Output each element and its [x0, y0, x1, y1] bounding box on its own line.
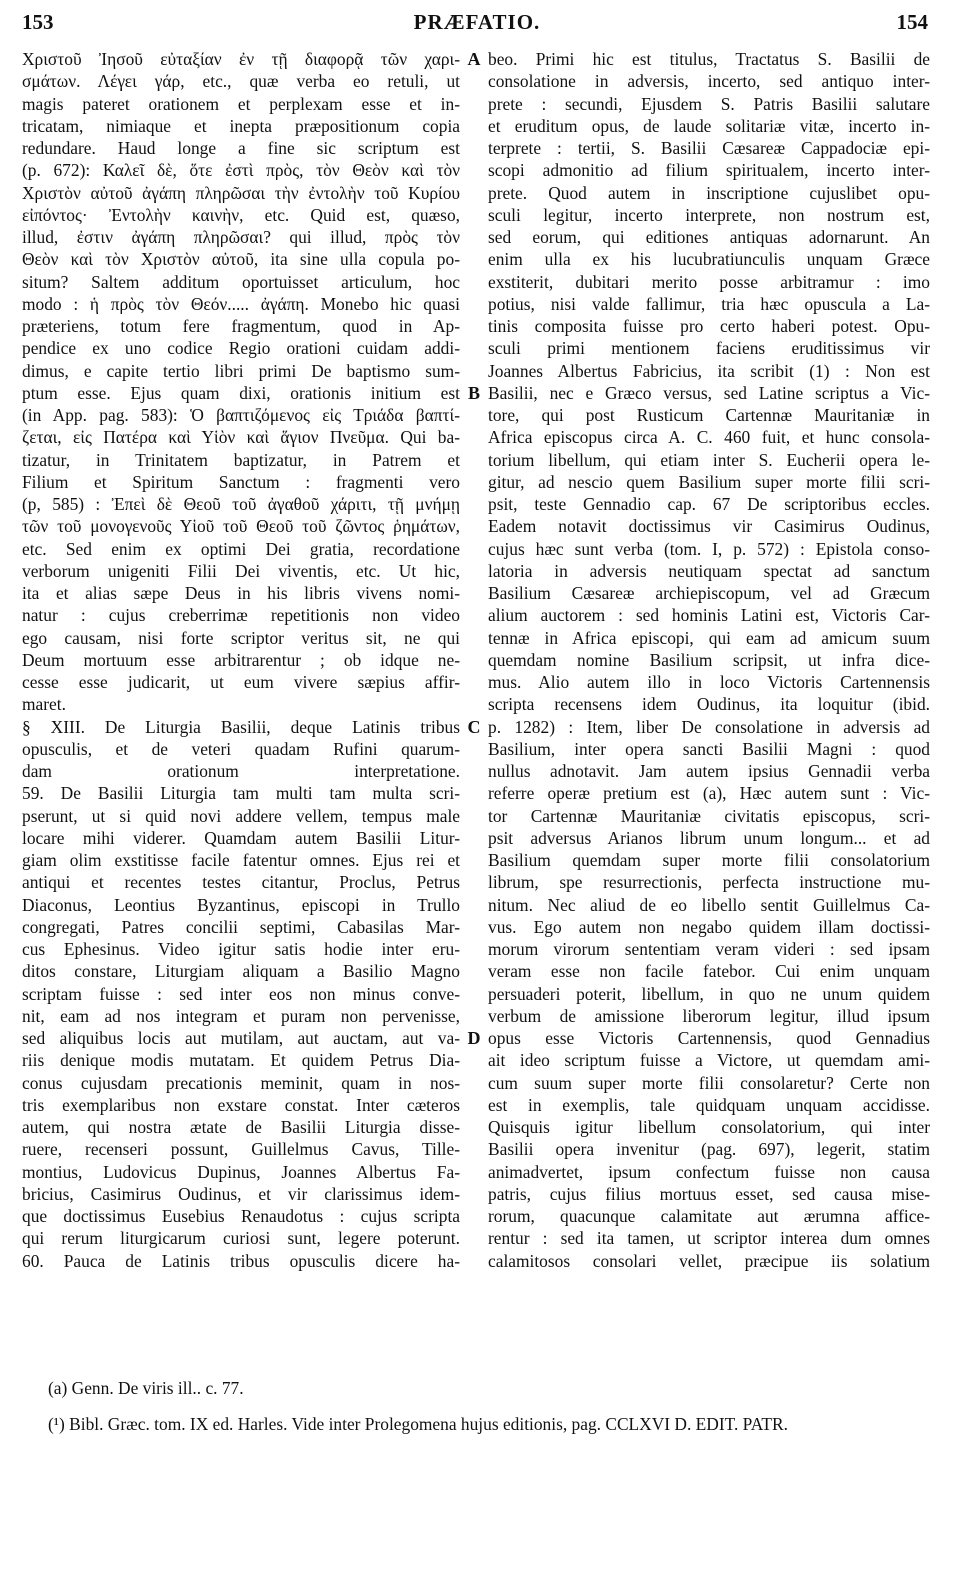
left-column-line: præteriens, totum fere fragmentum, quod in Ap-	[22, 316, 460, 336]
left-column-line: dimus, e capite tertio libri primi De baptismo sum-	[22, 360, 460, 381]
left-column-line: qui rerum liturgicarum curiosi sunt, legere poterunt.	[22, 1228, 460, 1249]
left-column-line: opusculis, et de veteri quadam Rufini quarum-	[22, 738, 460, 759]
right-column-line: cujus hæc sunt verba (tom. I, p. 572) : Epistola conso-	[488, 538, 930, 559]
left-column-line: pendice ex uno codice Regio orationi cuidam addi-	[22, 338, 460, 359]
right-column-line: animadvertet, ipsum confectum fuisse non causa	[488, 1161, 930, 1182]
right-column-line: patris, cujus filius mortuus esset, sed causa mise-	[488, 1183, 930, 1204]
left-column-line: ruere, recenseri possunt, Guillelmus Cavus, Tille-	[22, 1139, 460, 1160]
footnote-a: (a) Genn. De viris ill.. c. 77.	[48, 1378, 244, 1398]
right-column-line: alium auctorem : sed hominis Latini est, Victoris Car-	[488, 605, 930, 626]
right-column-line: Basilii, nec e Græco versus, sed Latine scriptus a Vic-	[488, 382, 930, 403]
left-column-line: ditos constare, Liturgiam aliquam a Basilio Magno	[22, 961, 460, 982]
left-column-line: nit, eam ad nos integram et puram non pervenisse,	[22, 1005, 460, 1026]
left-column-line: pserunt, ut si quid novi addere vellem, tempus male	[22, 805, 460, 826]
right-column-line: torium libellum, qui etiam inter S. Eucherii opera le-	[488, 449, 930, 470]
left-column-line: τῶν τοῦ μονογενοῦς Υἱοῦ τοῦ Θεοῦ τοῦ ζῶντος ῥημάτων,	[22, 516, 460, 537]
right-column-line: tore, qui post Rusticum Cartennæ Mauritaniæ in	[488, 405, 930, 425]
right-column-line: prete. Quod autem in inscriptione cujuslibet opu-	[488, 182, 930, 203]
right-column-line: scopi admonitio ad filium spiritualem, incerto inter-	[488, 160, 930, 181]
left-column-line: modo : ἡ πρὸς τὸν Θεόν..... ἀγάπη. Monebo hic quasi	[22, 293, 460, 314]
left-column-line: εἰπόντος· Ἐντολὴν καινὴν, etc. Quid est, quæso,	[22, 204, 460, 225]
right-column-line: verbum de amissione liberorum legitur, illud ipsum	[488, 1005, 930, 1026]
right-column-line: Basilium Cæsareæ archiepiscopum, vel ad Græcum	[488, 583, 930, 603]
right-column-line: Quisquis igitur libellum consolatorium, qui inter	[488, 1117, 930, 1137]
left-column-line: redundare. Haud longe a fine sic scriptum est	[22, 138, 460, 158]
left-column-line: locare mihi viderer. Quamdam autem Basilii Litur-	[22, 827, 460, 848]
left-column-line: magis pateret orationem et perplexam esse et in-	[22, 93, 460, 114]
right-column-line: veram esse non facile fatebor. Cui enim unquam	[488, 961, 930, 982]
right-column-line: scripta recensens idem Oudinus, ita loquitur (ibid.	[488, 694, 930, 715]
left-column-line: 59. De Basilii Liturgia tam multi tam multa scri-	[22, 783, 460, 804]
right-column-line: tinis composita fuisse pro certo haberi potest. Opu-	[488, 316, 930, 336]
left-column-line: (p, 585) : Ἐπεὶ δὲ Θεοῦ τοῦ ἀγαθοῦ χάριτι, τῇ μνήμῃ	[22, 494, 460, 514]
right-column-line: sed eorum, qui editiones antiquas adornarunt. An	[488, 227, 930, 247]
right-column-line: rentur : sed ita tamen, ut scriptor interea dum omnes	[488, 1228, 930, 1249]
left-column-line: dam orationum interpretatione.	[22, 761, 460, 781]
left-column-line: natur : cujus creberrimæ repetitionis non video	[22, 605, 460, 626]
right-column-line: rorum, quacunque calamitate aut ærumna affice-	[488, 1206, 930, 1226]
left-column-line: bricius, Casimirus Oudinus, et vir clarissimus idem-	[22, 1183, 460, 1204]
right-column-line: calamitosos consolari vellet, præcipue iis solatium	[488, 1250, 930, 1271]
left-column-line: etc. Sed enim ex optimi Dei gratia, recordatione	[22, 538, 460, 559]
left-column-line: Χριστὸν αὐτοῦ ἀγάπη πληρῶσαι τὴν ἐντολὴν τοῦ Κυρίου	[22, 182, 460, 203]
left-column-line: verborum unigeniti Filii Dei viventis, etc. Ut hic,	[22, 560, 460, 581]
left-column-line: conus cujusdam precationis meminit, quam in nos-	[22, 1072, 460, 1093]
right-column-line: mus. Alio autem illo in loco Victoris Cartennensis	[488, 672, 930, 692]
left-column-line: antiqui et recentes testes citantur, Proclus, Petrus	[22, 872, 460, 893]
left-column	[22, 48, 460, 1272]
left-column-line: tizatur, in Trinitatem baptizatur, in Patrem et	[22, 449, 460, 470]
left-column-line: tris exemplaribus non exstare constat. Inter cæteros	[22, 1094, 460, 1115]
right-column-line: prete : secundi, Ejusdem S. Patris Basilii salutare	[488, 93, 930, 114]
page-number-left: 153	[22, 10, 54, 34]
right-column-line: psit adversus Arianos librum unum longum... et ad	[488, 827, 930, 848]
left-column-line: scriptam fuisse : sed inter eos non minus conve-	[22, 983, 460, 1004]
left-column-line: situm? Saltem additum oportuisset articulum, hoc	[22, 271, 460, 292]
right-column-line: referre operæ pretium est (a), Hæc autem sunt : Vic-	[488, 783, 930, 804]
left-column-line: montius, Ludovicus Dupinus, Joannes Albertus Fa-	[22, 1161, 460, 1182]
left-column-line: ego causam, nisi forte scriptor veritus sit, ne qui	[22, 627, 460, 648]
right-column-line: beo. Primi hic est titulus, Tractatus S. Basilii de	[488, 49, 930, 69]
right-column-line: terprete : tertii, S. Basilii Cæsareæ Cappadociæ epi-	[488, 138, 930, 158]
left-column-line: ita et alias sæpe Deus in his libris vivens nomi-	[22, 583, 460, 603]
right-column-line: persuaderi poterit, libellum, in quo ne unum quidem	[488, 983, 930, 1004]
right-column-line: potius, nisi valde fallimur, tria hæc opuscula a La-	[488, 293, 930, 314]
right-column-line: et eruditum opus, de laude solitariæ vitæ, incerto in-	[488, 115, 930, 136]
margin-letter-d: D	[467, 1027, 481, 1048]
left-column-line: Θεὸν καὶ τὸν Χριστὸν αὐτοῦ, ita sine ulla copula po-	[22, 249, 460, 270]
left-column-line: riis denique modis mutatam. Et quidem Petrus Dia-	[22, 1050, 460, 1071]
left-column-line: (in App. pag. 583): Ὁ βαπτιζόμενος εἰς Τριάδα βαπτί-	[22, 405, 460, 425]
right-column-line: Basilii opera invenitur (pag. 697), legerit, statim	[488, 1139, 930, 1160]
right-column-line: nullus adnotavit. Jam autem ipsius Gennadii verba	[488, 761, 930, 781]
right-column-line: Basilium quemdam super morte filii consolatorium	[488, 850, 930, 870]
left-column-line: Deum mortuum esse arbitrarentur ; ob idque ne-	[22, 649, 460, 670]
right-column-line: Basilium, inter opera sancti Basilii Magni : quod	[488, 738, 930, 759]
right-column-line: gitur, ad nescio quem Basilium super morte filii scri-	[488, 471, 930, 492]
page-header	[0, 10, 954, 40]
running-title: PRÆFATIO.	[413, 10, 541, 34]
right-column-line: est in exemplis, tale quidquam unquam accidisse.	[488, 1094, 930, 1115]
footnote-1: (¹) Bibl. Græc. tom. IX ed. Harles. Vide inter Prolegomena hujus editionis, pag. CCLXVI D. EDIT. PATR.	[48, 1414, 788, 1434]
right-column-line: latoria in adversis neutiquam spectat ad sanctum	[488, 560, 930, 581]
right-column-line: psit, teste Gennadio cap. 67 De scriptoribus eccles.	[488, 494, 930, 514]
left-column-line: sed aliquibus locis aut mutilam, aut auctam, aut va-	[22, 1028, 460, 1048]
left-column-line: ptum esse. Ejus quam dixi, orationis initium est	[22, 382, 460, 403]
right-column-line: tor Cartennæ Mauritaniæ civitatis episcopus, scri-	[488, 805, 930, 826]
margin-letter-a: A	[467, 49, 481, 69]
left-column-line: cus Ephesinus. Video igitur satis hodie inter eru-	[22, 939, 460, 959]
right-column-line: vus. Ego autem non negabo quidem illam doctissi-	[488, 916, 930, 937]
right-column-line: Joannes Albertus Fabricius, ita scribit (1) : Non est	[488, 360, 930, 381]
left-column-line: tricatam, nimiaque et inepta præpositionum copia	[22, 115, 460, 136]
left-column-line: illud, ἐστιν ἀγάπη πληρῶσαι? qui illud, πρὸς τὸν	[22, 227, 460, 247]
right-column-line: sculi legitur, incerto interprete, non nostrum est,	[488, 204, 930, 225]
left-column-line: § XIII. De Liturgia Basilii, deque Latinis tribus	[22, 716, 460, 737]
right-column-line: quemdam nomine Basilium scripsit, ut infra dice-	[488, 649, 930, 670]
footnotes	[48, 1377, 930, 1449]
right-column-line: consolatione in adversis, incerto, sed antiquo inter-	[488, 71, 930, 92]
left-column-line: autem, qui nostra ætate de Basilii Liturgia disse-	[22, 1117, 460, 1137]
left-column-line: 60. Pauca de Latinis tribus opusculis dicere ha-	[22, 1250, 460, 1271]
right-column-line: cum suum super morte filii consolaretur? Certe non	[488, 1072, 930, 1093]
right-column-line: p. 1282) : Item, liber De consolatione in adversis ad	[488, 716, 930, 737]
right-column-line: enim ulla ex his lucubratiunculis unquam Græce	[488, 249, 930, 270]
left-column-line: congregati, Patres concilii septimi, Cabasilas Mar-	[22, 916, 460, 937]
left-column-line: ζεται, εἰς Πατέρα καὶ Υἱὸν καὶ ἅγιον Πνεῦμα. Qui ba-	[22, 427, 460, 448]
right-column-line: Eadem notavit doctissimus vir Casimirus Oudinus,	[488, 516, 930, 537]
right-column-line: Africa episcopus circa A. C. 460 fuit, et hunc consola-	[488, 427, 930, 448]
left-column-line: Filium et Spiritum Sanctum : fragmenti vero	[22, 471, 460, 492]
left-column-line: cesse esse judicarit, ut eum vivere sæpius affir-	[22, 672, 460, 692]
right-column-line: opus esse Victoris Cartennensis, quod Gennadius	[488, 1028, 930, 1048]
right-column-line: morum virorum sententiam veram videri : sed ipsam	[488, 939, 930, 959]
margin-letter-b: B	[467, 382, 480, 403]
left-column-line: Χριστοῦ Ἰησοῦ εὐταξίαν ἐν τῇ διαφορᾷ τῶν χαρι-	[22, 49, 460, 69]
page-number-right: 154	[896, 10, 928, 34]
right-column-line: ait ideo scriptum fuisse a Victore, ut quemdam ami-	[488, 1050, 930, 1071]
left-column-line: σμάτων. Λέγει γάρ, etc., quæ verba eo retuli, ut	[22, 71, 460, 92]
right-column	[488, 48, 930, 1272]
left-column-line: que doctissimus Eusebius Renaudotus : cujus scripta	[22, 1206, 460, 1226]
right-column-line: nitum. Nec aliud de eo libello sentit Guillelmus Ca-	[488, 894, 930, 915]
right-column-line: exstiterit, dubitari merito posse arbitramur : imo	[488, 271, 930, 292]
left-column-line: (p. 672): Καλεῖ δὲ, ὅτε ἐστὶ πρὸς, τὸν Θεὸν καὶ τὸν	[22, 160, 460, 181]
right-column-line: tennæ in Africa episcopi, qui eam ad amicum suum	[488, 627, 930, 648]
right-column-line: librum, spe resurrectionis, perfecta instructione mu-	[488, 872, 930, 893]
margin-letter-c: C	[467, 716, 481, 737]
left-column-line: giam olim exstitisse facile fatentur omnes. Ejus rei et	[22, 850, 460, 870]
right-column-line: sculi primi mentionem faciens eruditissimus vir	[488, 338, 930, 359]
left-column-line: Diaconus, Leontius Byzantinus, episcopi in Trullo	[22, 894, 460, 915]
left-column-line: maret.	[22, 694, 66, 715]
